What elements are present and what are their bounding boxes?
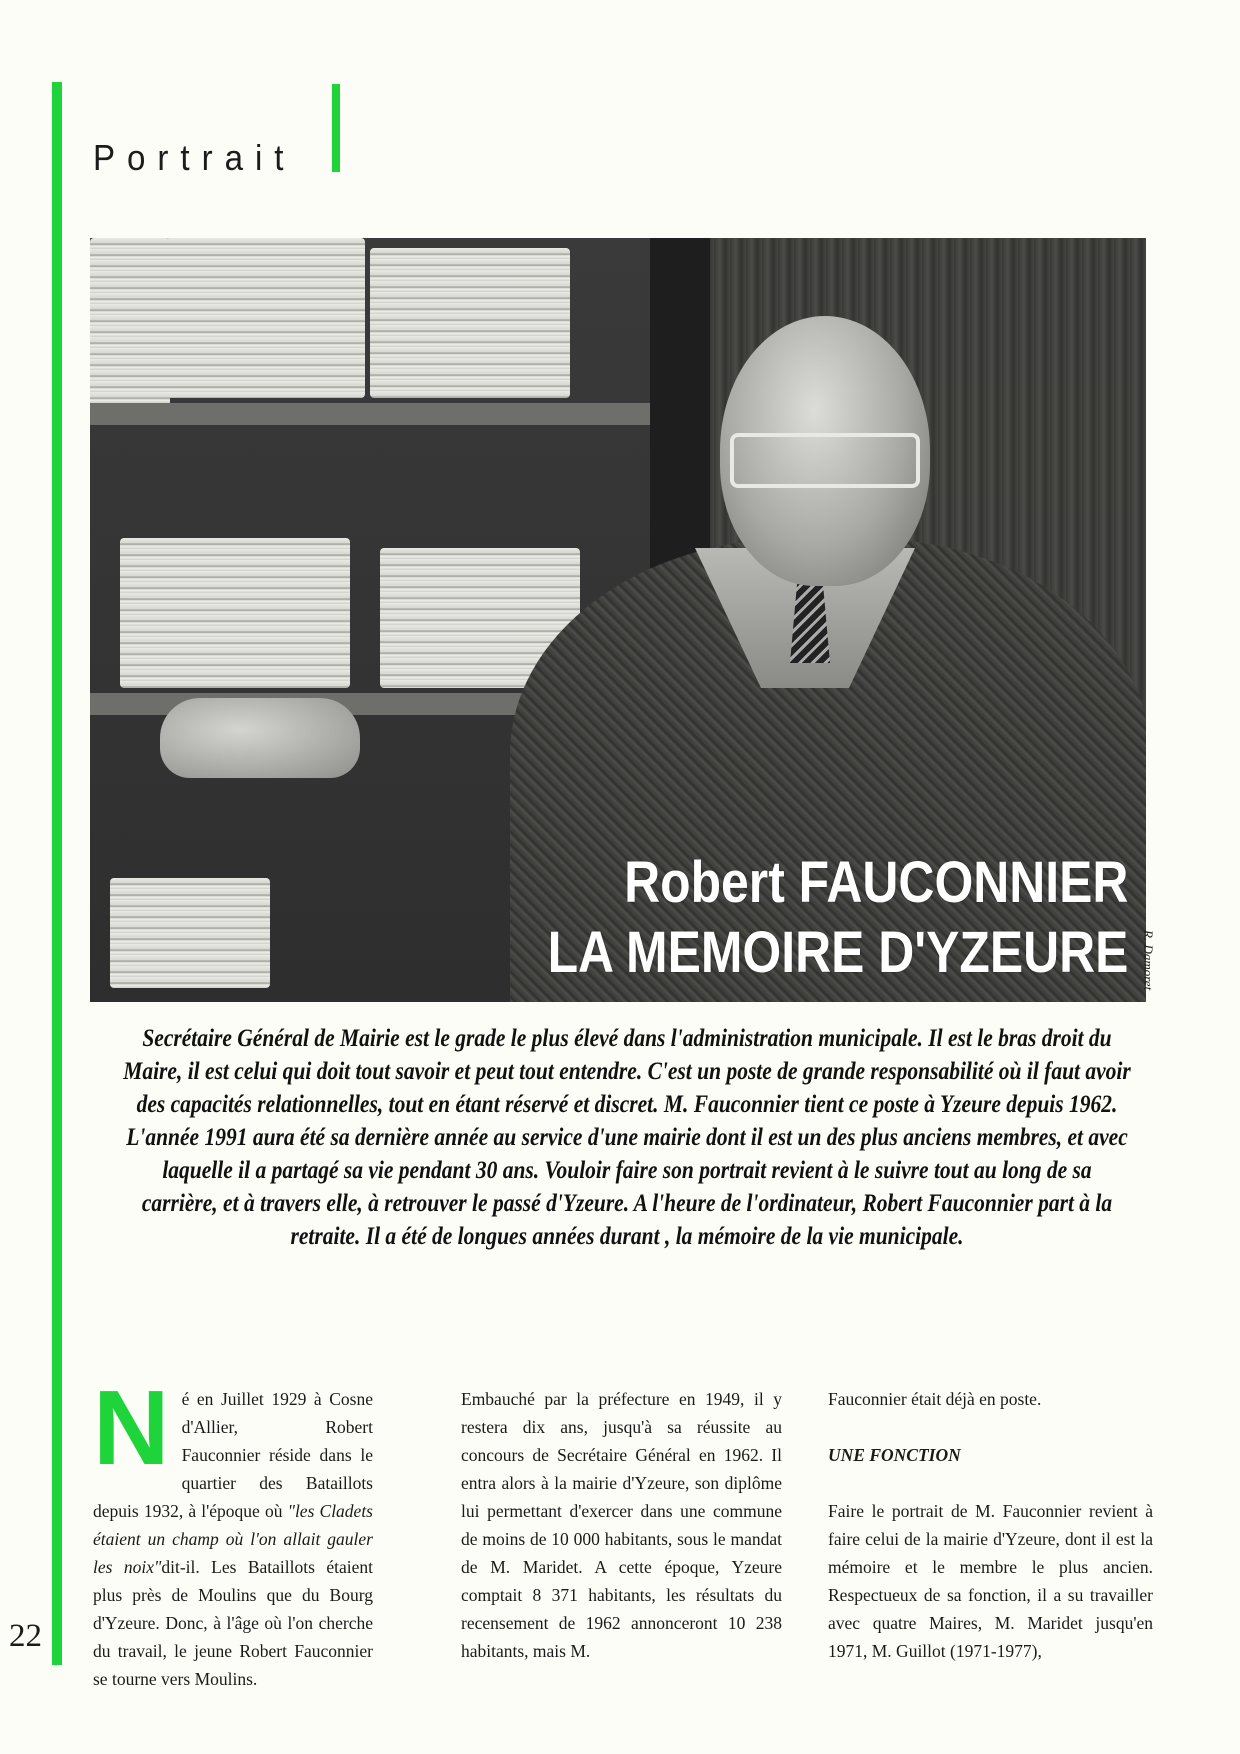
column-2 bbox=[461, 1385, 782, 1665]
paper-stack bbox=[165, 238, 365, 398]
paper-stack bbox=[90, 238, 170, 408]
paper-stack bbox=[120, 538, 350, 688]
accent-bar-heading bbox=[332, 84, 340, 172]
paper-stack bbox=[110, 878, 270, 988]
portrait-photo bbox=[90, 238, 1146, 1002]
body-text: é en Juillet 1929 à Cosne d'Allier, Robert Fauconnier réside dans le quartier des Bataillots depuis 1932, à l'époque où bbox=[93, 1389, 373, 1521]
accent-bar-left bbox=[52, 82, 62, 1665]
section-heading: Portrait bbox=[93, 137, 296, 178]
column-1 bbox=[93, 1369, 373, 1693]
body-text: dit-il. Les Bataillots étaient plus près de Moulins que du Bourg d'Yzeure. Donc, à l'âge où l'on cherche du travail, le jeune Robert Fauconnier se tourne vers Moulins. bbox=[93, 1557, 373, 1689]
person-hand bbox=[160, 698, 360, 778]
paper-stack bbox=[370, 248, 570, 398]
article-title bbox=[547, 848, 1128, 988]
article-lead: Secrétaire Général de Mairie est le grade le plus élevé dans l'administration municipale. Il est le bras droit du Maire, il est celui qui doit tout savoir et peut tout entendre. C'est un poste de grande responsabilité où il faut avoir des capacités relationnelles, tout en étant réservé et discret. M. Fauconnier tient ce poste à Yzeure depuis 1962. L'année 1991 aura été sa dernière année au service d'une mairie dont il est un des plus anciens membres, et avec laquelle il a partagé sa vie pendant 30 ans. Vouloir faire son portrait revient à le suivre tout au long de sa carrière, et à travers elle, à retrouver le passé d'Yzeure. A l'heure de l'ordinateur, Robert Fauconnier part à la retraite. Il a été de longues années durant , la mémoire de la vie municipale. bbox=[123, 1025, 1131, 1250]
shelf-board bbox=[90, 403, 650, 425]
drop-cap: N bbox=[93, 1369, 170, 1487]
column-2-paragraph: Embauché par la préfecture en 1949, il y restera dix ans, jusqu'à sa réussite au concours de Secrétaire Général en 1962. Il entra alors à la mairie d'Yzeure, son diplôme lui permettant d'exercer dans une commune de moins de 10 000 habitants, sous le mandat de M. Maridet. A cette époque, Yzeure comptait 8 371 habitants, les résultats du recensement de 1962 annonceront 10 238 habitants, mais M. bbox=[461, 1389, 782, 1661]
subheading: UNE FONCTION bbox=[828, 1445, 961, 1465]
title-line-2: LA MEMOIRE D'YZEURE bbox=[547, 920, 1128, 985]
quote-text: "les Cladets étaient un champ où l'on allait gauler les noix" bbox=[93, 1501, 373, 1577]
person-glasses bbox=[730, 433, 920, 488]
page-number: 22 bbox=[9, 1618, 42, 1654]
column-3-paragraph-2: Faire le portrait de M. Fauconnier revient à faire celui de la mairie d'Yzeure, dont il est la mémoire et le membre le plus ancien. Respectueux de sa fonction, il a su travailler avec quatre Maires, M. Maridet jusqu'en 1971, M. Guillot (1971-1977), bbox=[828, 1501, 1153, 1661]
column-3-paragraph-1: Fauconnier était déjà en poste. bbox=[828, 1389, 1042, 1409]
photo-credit: R. Damoret bbox=[1141, 930, 1156, 991]
title-line-1: Robert FAUCONNIER bbox=[623, 850, 1128, 915]
column-3 bbox=[828, 1385, 1153, 1665]
